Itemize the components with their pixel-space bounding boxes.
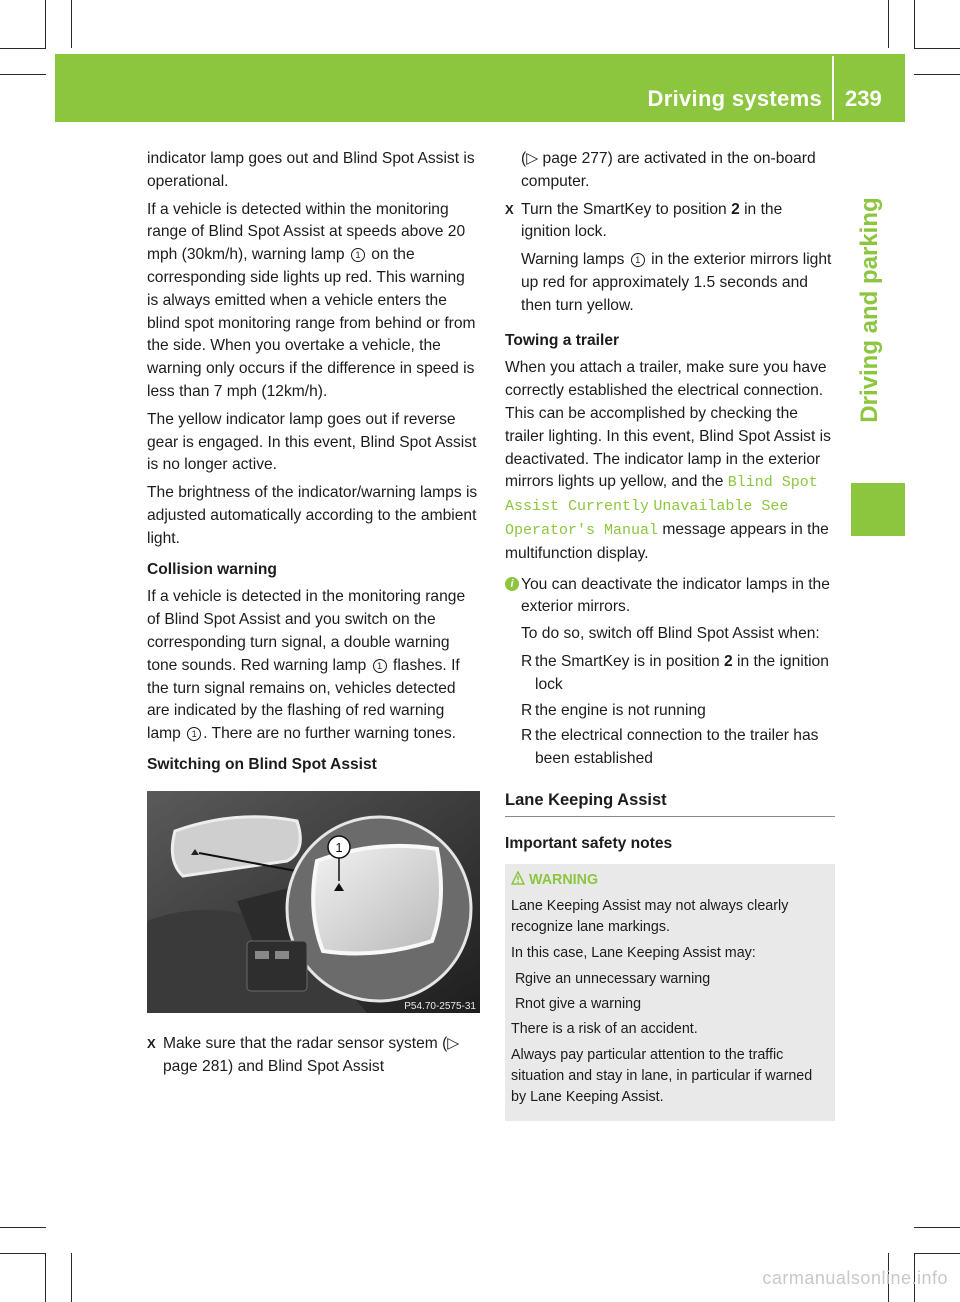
paragraph: If a vehicle is detected in the monitoring range of Blind Spot Assist and you switch on the corresponding turn signal, a double warning tone sounds. Red warning lamp 1 flashes. If the turn signal remains on, vehicles detected are indicated by the flashing of red warning lamp 1 . There are no further warning tones.	[147, 588, 466, 743]
display-message: Blind Spot Assist Currently	[505, 474, 818, 516]
chapter-tab-label: Driving and parking	[856, 197, 883, 423]
paragraph: The brightness of the indicator/warning lamps is adjusted automatically according to the ambient light.	[147, 484, 478, 547]
image-callout-1: 1	[335, 839, 343, 855]
list-item: R the electrical connection to the trailer has been established	[521, 727, 819, 768]
crop-mark	[0, 48, 46, 49]
list-item: R give an unnecessary warning	[511, 969, 823, 990]
switching-on-heading: Switching on Blind Spot Assist	[147, 755, 377, 773]
crop-mark	[71, 1253, 72, 1302]
section-title: Driving systems	[647, 86, 822, 111]
crop-mark	[71, 0, 72, 48]
paragraph: Warning lamps 1 in the exterior mirrors light up red for approximately 1.5 seconds and then turn yellow.	[521, 251, 832, 314]
instruction-step: X Make sure that the radar sensor system (▷ page 281) and Blind Spot Assist	[147, 1034, 460, 1075]
step-arrow-icon: X	[505, 201, 514, 217]
crop-mark	[45, 1253, 46, 1302]
safety-notes-heading: Important safety notes	[505, 834, 673, 852]
left-column	[147, 148, 480, 1083]
callout-1-icon: 1	[373, 659, 387, 673]
warning-triangle-icon	[511, 871, 525, 885]
page-ref-icon: ▷	[447, 1034, 460, 1052]
bullet-icon: R	[521, 652, 533, 670]
warning-title: WARNING	[511, 870, 823, 891]
crop-mark	[0, 1253, 46, 1254]
crop-mark	[914, 48, 960, 49]
crop-mark	[0, 1227, 46, 1228]
callout-1-icon: 1	[187, 727, 201, 741]
header-divider	[832, 56, 834, 120]
crop-mark	[888, 0, 889, 48]
callout-1-icon: 1	[631, 253, 645, 267]
mirror-photo	[147, 791, 480, 1013]
page-number: 239	[845, 86, 882, 111]
step-arrow-icon: X	[147, 1035, 156, 1051]
info-note: i You can deactivate the indicator lamps in the exterior mirrors.	[505, 574, 835, 620]
display-message: Unavailable See Operator's Manual	[505, 498, 789, 539]
bullet-icon: R	[521, 727, 533, 745]
crop-mark	[914, 1253, 960, 1254]
paragraph: The yellow indicator lamp goes out if reverse gear is engaged. In this event, Blind Spot Assist is no longer active.	[147, 410, 477, 474]
chapter-marker	[851, 483, 905, 536]
warning-text: In this case, Lane Keeping Assist may:	[511, 944, 756, 961]
paragraph: indicator lamp goes out and Blind Spot Assist is operational.	[147, 150, 475, 190]
crop-mark	[914, 1227, 960, 1228]
list-item: R not give a warning	[511, 994, 823, 1015]
list-item: R the engine is not running	[505, 700, 835, 723]
paragraph: When you attach a trailer, make sure you have correctly established the electrical connection. This can be accomplished by checking the trailer lighting. In this event, Blind Spot Assist is deactivated. The indicator lamp in the exterior mirrors lights up yellow, and the Blind Spot Assist Currently Unavailable See Operator's Manual message appears in the multifunction display.	[505, 359, 831, 562]
paragraph: If a vehicle is detected within the monitoring range of Blind Spot Assist at speeds above 20 mph (30km/h), warning lamp 1 on the corresponding side lights up red. This warning is always emitted when a vehicle enters the blind spot monitoring range from behind or from the side. When you overtake a vehicle, the warning only occurs if the difference in speed is less than 7 mph (12km/h).	[147, 200, 476, 400]
image-code: P54.70-2575-31	[404, 1000, 476, 1012]
crop-mark	[914, 0, 915, 48]
list-item: R the SmartKey is in position 2 in the ignition lock	[521, 652, 829, 693]
page-ref-icon: ▷	[526, 150, 539, 167]
bullet-icon: R	[521, 701, 533, 719]
warning-box	[505, 864, 835, 1121]
chapter-tab	[835, 142, 905, 478]
towing-heading: Towing a trailer	[505, 331, 620, 349]
watermark: carmanualsonline.info	[762, 1268, 948, 1288]
instruction-step: X Turn the SmartKey to position 2 in the ignition lock.	[505, 200, 783, 241]
collision-warning-heading: Collision warning	[147, 560, 277, 578]
bullet-icon: R	[515, 995, 526, 1012]
paragraph: To do so, switch off Blind Spot Assist when:	[521, 625, 820, 643]
crop-mark	[45, 0, 46, 48]
crop-mark	[0, 74, 46, 75]
paragraph: (▷ page 277) are activated in the on-board computer.	[521, 150, 816, 190]
lane-keeping-heading: Lane Keeping Assist	[505, 789, 835, 817]
info-icon: i	[505, 577, 519, 591]
callout-1-icon: 1	[351, 248, 365, 262]
right-column	[505, 148, 835, 1121]
warning-text: Always pay particular attention to the traffic situation and stay in lane, in particular if warned by Lane Keeping Assist.	[511, 1046, 813, 1105]
warning-text: There is a risk of an accident.	[511, 1020, 698, 1037]
crop-mark	[914, 74, 960, 75]
bullet-icon: R	[515, 970, 526, 987]
warning-text: Lane Keeping Assist may not always clearly recognize lane markings.	[511, 897, 789, 935]
mirror-illustration	[147, 791, 480, 1013]
